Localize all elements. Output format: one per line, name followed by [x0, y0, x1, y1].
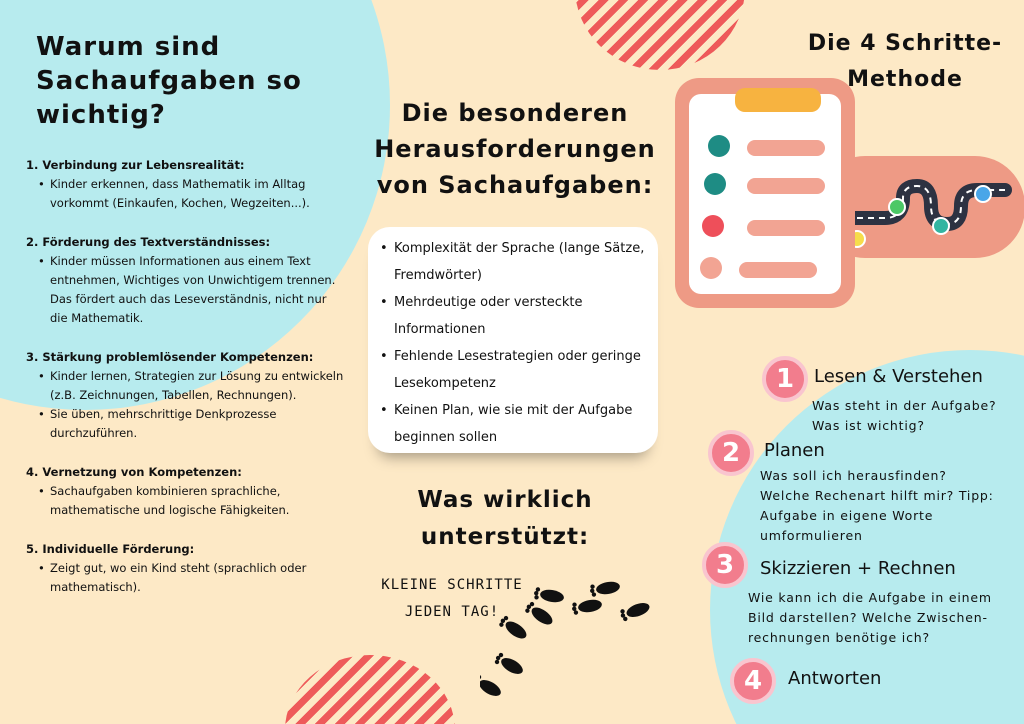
section-3	[26, 348, 346, 443]
left-title: Warum sind Sachaufgaben so wichtig?	[36, 32, 302, 130]
section-5	[26, 540, 346, 597]
step-number-badge: 2	[708, 430, 754, 476]
section-heading: 1. Verbindung zur Lebensrealität:	[26, 158, 245, 172]
challenge-item: • Komplexität der Sprache (lange Sätze, Fremdwörter)	[380, 235, 648, 289]
challenge-item: • Keinen Plan, wie sie mit der Aufgabe beginnen sollen	[380, 397, 648, 451]
section-item: • Sie üben, mehrschrittige Denkprozesse durchzuführen.	[38, 405, 346, 443]
challenge-item: • Fehlende Lesestrategien oder geringe Lesekompetenz	[380, 343, 648, 397]
striped-circle-bottom	[285, 655, 455, 724]
footprints-icon	[480, 570, 680, 700]
section-item: • Sachaufgaben kombinieren sprachliche, mathematische und logische Fähigkeiten.	[38, 482, 346, 520]
step-number-badge: 1	[762, 356, 808, 402]
step-title: Skizzieren + Rechnen	[760, 558, 956, 579]
support-title: Was wirklich unterstützt:	[417, 487, 593, 550]
method-title: Die 4 Schritte-Methode	[807, 31, 1003, 92]
step-4	[730, 656, 990, 712]
section-item: • Kinder lernen, Strategien zur Lösung zu entwickeln (z.B. Zeichnungen, Tabellen, Rechnungen).	[38, 367, 346, 405]
step-text: Was steht in der Aufgabe? Was ist wichtig?	[812, 398, 997, 433]
section-heading: 2. Förderung des Textverständnisses:	[26, 235, 271, 249]
section-heading: 4. Vernetzung von Kompetenzen:	[26, 465, 242, 479]
challenge-item: • Mehrdeutige oder versteckte Informationen	[380, 289, 648, 343]
step-number-badge: 3	[702, 542, 748, 588]
step-3	[702, 542, 1020, 652]
note-line-2: JEDEN TAG!	[404, 604, 500, 620]
step-text: Wie kann ich die Aufgabe in einem Bild darstellen? Welche Zwischen-rechnungen benötige ich?	[748, 590, 992, 645]
step-text: Was soll ich herausfinden? Welche Rechenart hilft mir? Tipp: Aufgabe in eigene Worte umformulieren	[760, 468, 994, 543]
section-4	[26, 463, 346, 520]
step-title: Antworten	[788, 668, 882, 689]
step-title: Lesen & Verstehen	[814, 366, 983, 387]
importance-list	[26, 156, 346, 617]
section-heading: 3. Stärkung problemlösender Kompetenzen:	[26, 350, 314, 364]
step-number-badge: 4	[730, 658, 776, 704]
section-2	[26, 233, 346, 328]
section-heading: 5. Individuelle Förderung:	[26, 542, 195, 556]
challenges-title: Die besonderen Herausforderungen von Sachaufgaben:	[374, 99, 656, 199]
clipboard-icon	[655, 78, 1024, 308]
section-1	[26, 156, 346, 213]
section-item: • Kinder erkennen, dass Mathematik im Alltag vorkommt (Einkaufen, Kochen, Wegzeiten...).	[38, 175, 346, 213]
striped-circle-top	[575, 0, 745, 70]
section-item: • Kinder müssen Informationen aus einem Text entnehmen, Wichtiges von Unwichtigem trennen. Das fördert auch das Leseverständnis, nicht nur die Mathematik.	[38, 252, 346, 328]
step-title: Planen	[764, 440, 825, 461]
step-1	[762, 354, 1022, 434]
step-2	[708, 430, 1018, 543]
section-item: • Zeigt gut, wo ein Kind steht (sprachlich oder mathematisch).	[38, 559, 346, 597]
note-line-1: KLEINE SCHRITTE	[381, 577, 523, 593]
challenges-box	[368, 227, 658, 453]
